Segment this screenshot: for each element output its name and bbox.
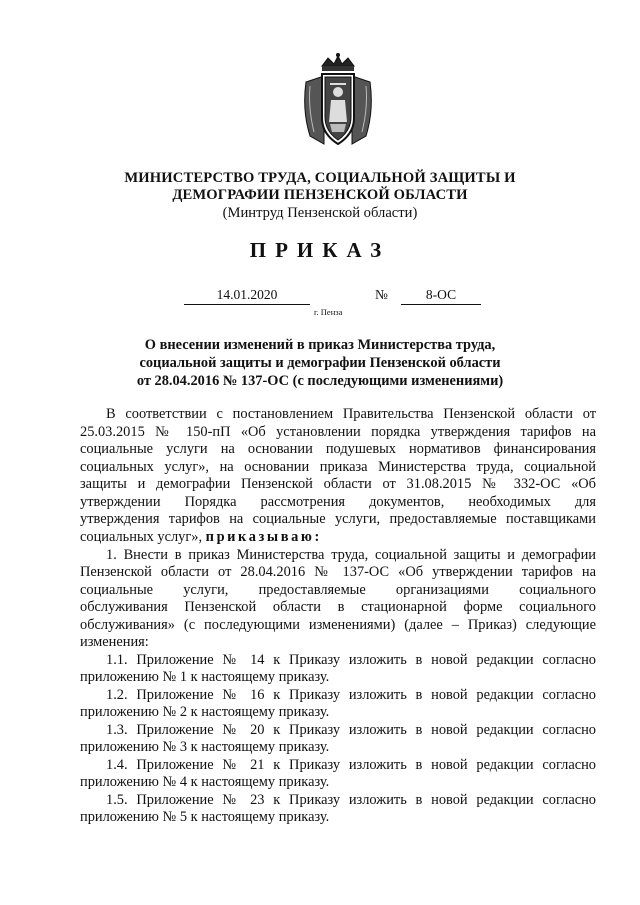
body-line: обслуживания» (с последующими изменениями) (далее – Приказ) следующие [80, 617, 596, 633]
list-item: приложению № 4 к настоящему приказу. [80, 774, 330, 790]
body-line: социальные услуги, предоставляемые организациями социального [80, 582, 596, 598]
body-line: утверждении Порядка рассмотрения документов, необходимых для [80, 494, 596, 510]
body-line: утверждения тарифов на социальные услуги, предоставляемые поставщиками [80, 511, 596, 527]
list-item: 1.1. Приложение № 14 к Приказу изложить в новой редакции согласно [106, 652, 596, 668]
order-date: 14.01.2020 [184, 287, 310, 305]
ministry-short-name: (Минтруд Пензенской области) [222, 205, 418, 221]
list-item: приложению № 1 к настоящему приказу. [80, 669, 330, 685]
ministry-name-line2: ДЕМОГРАФИИ ПЕНЗЕНСКОЙ ОБЛАСТИ [172, 187, 468, 203]
body-text: социальных услуг», [80, 529, 203, 545]
body-line: социальные услуги на основании подушевых нормативов финансирования [80, 441, 596, 457]
order-number: 8-ОС [401, 287, 481, 305]
coat-of-arms-icon [300, 52, 376, 148]
order-decree-word: приказываю: [205, 529, 322, 545]
list-item: 1.5. Приложение № 23 к Приказу изложить в новой редакции согласно [106, 792, 596, 808]
body-line: защиты и демографии Пензенской области от 31.08.2015 № 332-ОС «Об [80, 476, 596, 492]
body-line: социальных услуг», на основании приказа Министерства труда, социальной [80, 459, 596, 475]
body-line [106, 406, 596, 423]
ministry-name-line1: МИНИСТЕРСТВО ТРУДА, СОЦИАЛЬНОЙ ЗАЩИТЫ И [124, 170, 516, 186]
body-line [80, 529, 596, 546]
order-city: г. Пенза [314, 307, 343, 317]
list-item: приложению № 3 к настоящему приказу. [80, 739, 330, 755]
body-line: изменения: [80, 634, 149, 650]
subject-line3: от 28.04.2016 № 137-ОС (с последующими изменениями) [136, 373, 504, 389]
body-text: В соответствии с постановлением Правительства Пензенской области от [106, 406, 596, 422]
list-item: приложению № 2 к настоящему приказу. [80, 704, 330, 720]
subject-line1: О внесении изменений в приказ Министерства труда, [144, 337, 496, 353]
order-meta [0, 287, 640, 327]
subject-line2: социальной защиты и демографии Пензенской области [139, 355, 501, 371]
body-line: 25.03.2015 № 150-пП «Об установлении порядка утверждения тарифов на [80, 424, 596, 440]
order-number-sign: № [375, 287, 388, 302]
body-line: Пензенской области от 28.04.2016 № 137-ОС «Об утверждении тарифов на [80, 564, 596, 580]
list-item: 1.2. Приложение № 16 к Приказу изложить в новой редакции согласно [106, 687, 596, 703]
list-item: приложению № 5 к настоящему приказу. [80, 809, 330, 825]
order-title: ПРИКАЗ [249, 238, 391, 262]
list-item: 1.3. Приложение № 20 к Приказу изложить в новой редакции согласно [106, 722, 596, 738]
list-item: 1.4. Приложение № 21 к Приказу изложить в новой редакции согласно [106, 757, 596, 773]
body-line: 1. Внести в приказ Министерства труда, социальной защиты и демографии [106, 547, 596, 563]
body-line: обслуживания Пензенской области в стационарной форме социального [80, 599, 596, 615]
